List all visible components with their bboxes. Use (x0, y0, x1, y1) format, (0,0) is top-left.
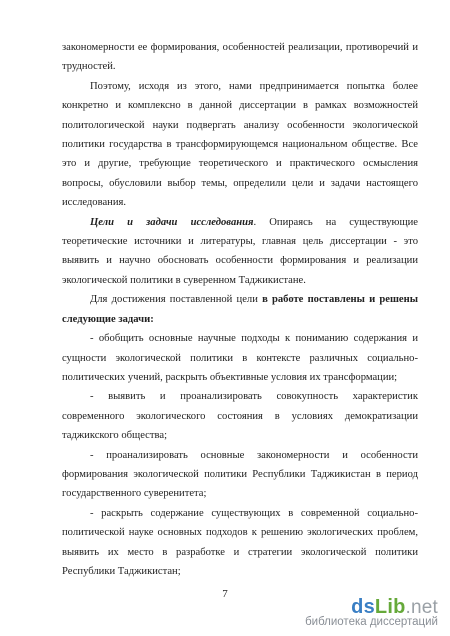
task-item-3: - проанализировать основные закономерности и особенности формирования экологической политики Республики Таджикистан в период государственного суверенитета; (62, 449, 418, 500)
logo-ds-text: ds (351, 596, 375, 618)
logo-net-text: .net (405, 597, 438, 618)
task-item-1: - обобщить основные научные подходы к пониманию содержания и сущности экологической политики в контексте различных социально-политических учений, раскрыть объективные условия их трансформации; (62, 333, 418, 383)
paragraph-continuation: закономерности ее формирования, особенностей реализации, противоречий и трудностей. (62, 42, 418, 73)
paragraph-motivation: Поэтому, исходя из этого, нами предпринимается попытка более конкретно и комплексно в данной диссертации в рамках возможностей политологической науки подвергать анализу особенности экологической политики государства в трансформирующемся национальном обществе. Все это и другие, требующие теоретического и практического осмысления вопросы, обусловили выбор темы, определили цели и задачи настоящего исследования. (62, 80, 418, 209)
document-page (62, 38, 418, 581)
tasks-intro-text: Для достижения поставленной цели (90, 294, 263, 306)
paragraph-tasks-intro (62, 290, 418, 329)
logo-lib-text: Lib (374, 596, 406, 618)
goals-heading: Цели и задачи исследования (90, 216, 254, 228)
watermark-tagline: библиотека диссертаций (305, 616, 438, 628)
goals-text: . Опираясь на существующие теоретические источники и литературы, главная цель диссертации - это выявить и научно обосновать особенности формирования и реализации экологической политики в суверенном Таджикистане. (62, 216, 418, 286)
paragraph-goals (62, 213, 418, 291)
page-number: 7 (222, 588, 228, 600)
task-item-2: - выявить и проанализировать совокупность характеристик современного экологического состояния в условиях демократизации таджикского общества; (62, 391, 418, 442)
tasks-heading: в работе поставлены и решены следующие задачи: (62, 294, 418, 325)
dslib-watermark[interactable] (278, 596, 438, 630)
task-item-4: - раскрыть содержание существующих в современной социально-политической науке основных подходов к решению экологических проблем, выявить их место в разработке и стратегии экологической политики Республики Таджикистан; (62, 507, 418, 577)
